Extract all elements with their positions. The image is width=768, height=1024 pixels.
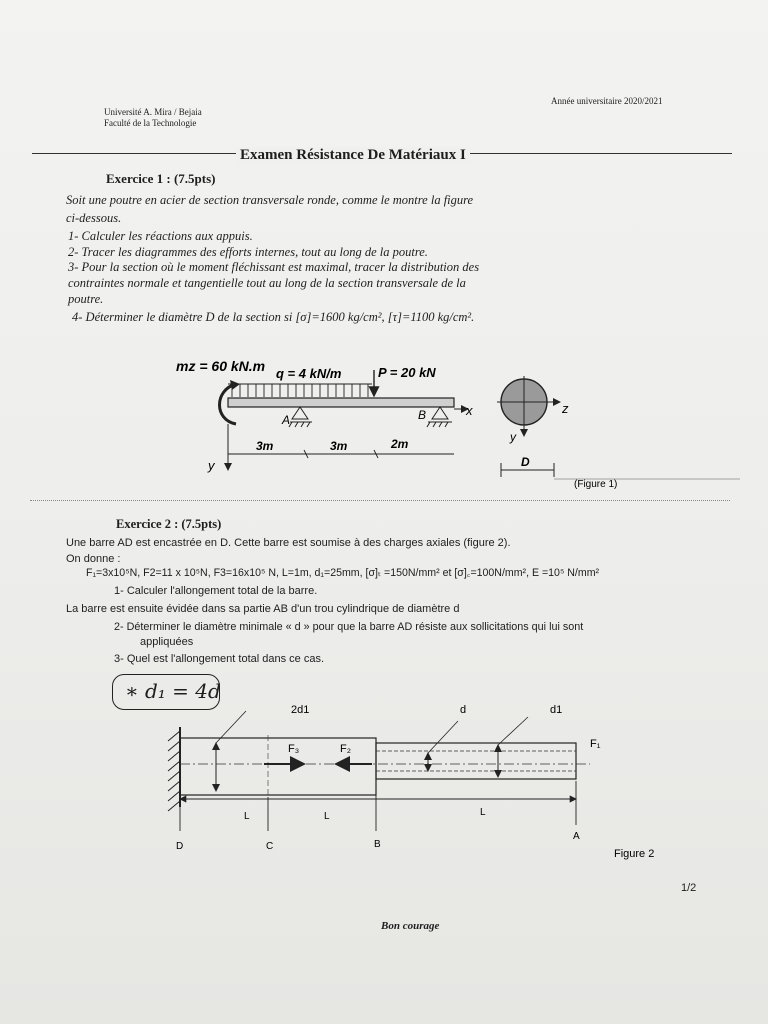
length-dc: L bbox=[244, 811, 250, 822]
label-f2: F₂ bbox=[340, 743, 351, 755]
university-name: Université A. Mira / Bejaia bbox=[104, 107, 202, 117]
length-dimension bbox=[180, 781, 576, 831]
support-b-label: B bbox=[418, 408, 427, 422]
ex1-q3-2: contraintes normale et tangentielle tout au long de la section transversale de la bbox=[68, 276, 466, 290]
fixed-wall bbox=[168, 727, 180, 811]
label-d1: d1 bbox=[550, 704, 563, 716]
section-z-label: z bbox=[562, 401, 569, 416]
ex1-intro-2: ci-dessous. bbox=[66, 211, 122, 225]
load-label: q = 4 kN/m bbox=[276, 366, 342, 381]
moment-label: mz = 60 kN.m bbox=[176, 358, 266, 374]
section-separator bbox=[30, 500, 730, 501]
ex2-given-label: On donne : bbox=[66, 553, 121, 565]
ex2-given: F₁=3x10⁵N, F2=11 x 10⁵N, F3=16x10⁵ N, L=1m, d₁=25mm, [σ]ₜ =150N/mm² et [σ]꜀=100N/mm², E =10⁵ N/mm² bbox=[86, 567, 600, 579]
x-axis-label: x bbox=[466, 403, 473, 418]
ex2-q2-1: 2- Déterminer le diamètre minimale « d » pour que la barre AD résiste aux sollicitations qui lui sont bbox=[114, 621, 584, 633]
leader-d bbox=[428, 721, 458, 753]
ex1-q3-3: poutre. bbox=[68, 292, 104, 306]
ex2-evidee: La barre est ensuite évidée dans sa partie AB d'un trou cylindrique de diamètre d bbox=[66, 603, 460, 615]
support-a bbox=[289, 407, 312, 427]
page-number: 1/2 bbox=[681, 882, 697, 894]
point-b: B bbox=[374, 839, 381, 850]
point-a: A bbox=[573, 831, 580, 842]
force-label: P = 20 kN bbox=[378, 365, 436, 380]
point-c: C bbox=[266, 841, 274, 852]
moment-arrowhead bbox=[230, 380, 240, 390]
figure1-caption: (Figure 1) bbox=[574, 479, 618, 490]
length-cb: L bbox=[324, 811, 330, 822]
diameter-label: D bbox=[521, 455, 530, 469]
label-f3: F₃ bbox=[288, 743, 300, 755]
academic-year: Année universitaire 2020/2021 bbox=[551, 96, 663, 106]
beam bbox=[228, 398, 454, 407]
ex2-intro: Une barre AD est encastrée en D. Cette barre est soumise à des charges axiales (figure 2). bbox=[66, 537, 511, 549]
exam-title: Examen Résistance De Matériaux I bbox=[236, 147, 470, 164]
label-f1: F₁ bbox=[590, 738, 601, 750]
label-2d1: 2d1 bbox=[291, 704, 310, 716]
faculty-name: Faculté de la Technologie bbox=[104, 118, 197, 128]
ex2-q2-2: appliquées bbox=[140, 636, 194, 648]
length-ba: L bbox=[480, 807, 486, 818]
ex1-intro-1: Soit une poutre en acier de section transversale ronde, comme le montre la figure bbox=[66, 193, 474, 207]
figure1-diagram bbox=[0, 340, 768, 500]
support-a-label: A bbox=[282, 413, 291, 427]
ex2-q1: 1- Calculer l'allongement total de la barre. bbox=[114, 585, 318, 597]
point-d: D bbox=[176, 841, 184, 852]
span1-label: 3m bbox=[256, 439, 274, 453]
figure2-caption: Figure 2 bbox=[614, 848, 655, 860]
ex1-q4: 4- Déterminer le diamètre D de la section si [σ]=1600 kg/cm², [τ]=1100 kg/cm². bbox=[72, 310, 475, 324]
ex1-q1: 1- Calculer les réactions aux appuis. bbox=[68, 229, 253, 243]
span2-label: 3m bbox=[330, 439, 348, 453]
distributed-load bbox=[228, 384, 372, 397]
bar-thin-part bbox=[376, 743, 576, 779]
beam-y-label: y bbox=[208, 458, 215, 473]
ex2-q3: 3- Quel est l'allongement total dans ce cas. bbox=[114, 653, 324, 665]
exercise1-heading: Exercice 1 : (7.5pts) bbox=[106, 171, 216, 186]
ex1-q2: 2- Tracer les diagrammes des efforts internes, tout au long de la poutre. bbox=[68, 245, 428, 259]
university-block bbox=[104, 107, 202, 129]
leader-d1 bbox=[498, 717, 528, 745]
span3-label: 2m bbox=[391, 437, 409, 451]
ex1-q3-1: 3- Pour la section où le moment fléchissant est maximal, tracer la distribution des bbox=[68, 260, 480, 274]
handwritten-note-text: ∗ d₁ = 4d bbox=[125, 679, 221, 703]
label-d: d bbox=[460, 704, 467, 716]
exercise2-heading: Exercice 2 : (7.5pts) bbox=[116, 517, 222, 531]
closing-text: Bon courage bbox=[381, 920, 440, 932]
figure2-diagram bbox=[0, 695, 768, 870]
section-y-label: y bbox=[510, 430, 516, 444]
support-b bbox=[427, 407, 452, 427]
